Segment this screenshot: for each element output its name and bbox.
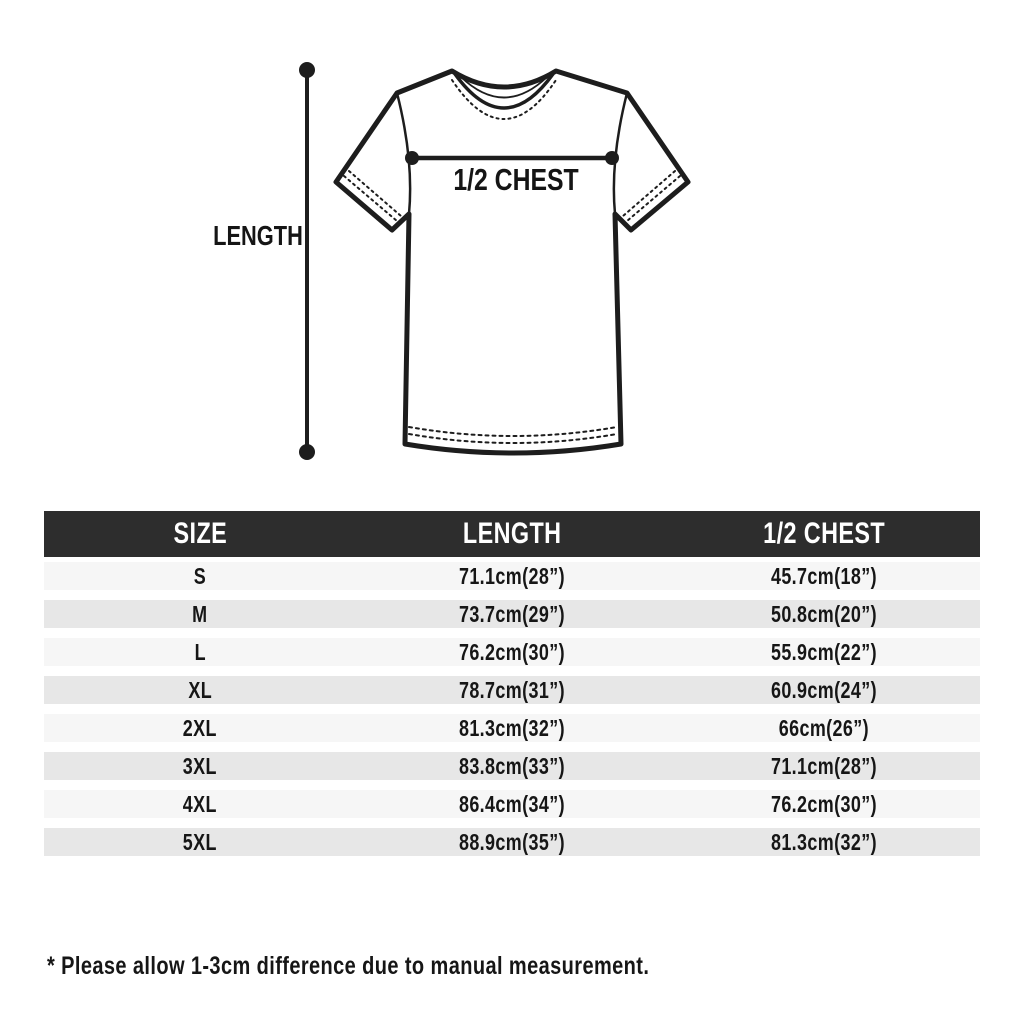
length-measure-dot-top [299,62,315,78]
cell-half-chest: 60.9cm(24”) [668,671,980,709]
table-row-5xl [44,823,980,861]
cell-half-chest: 81.3cm(32”) [668,823,980,861]
table-row-3xl [44,747,980,785]
cell-half-chest: 71.1cm(28”) [668,747,980,785]
length-label: LENGTH [213,220,303,252]
cell-size: 4XL [44,785,356,823]
cell-half-chest: 66cm(26”) [668,709,980,747]
header-length: LENGTH [356,511,668,557]
table-row-4xl [44,785,980,823]
cell-half-chest: 55.9cm(22”) [668,633,980,671]
cell-size: 5XL [44,823,356,861]
cell-half-chest: 50.8cm(20”) [668,595,980,633]
cell-size: M [44,595,356,633]
tshirt-measurement-diagram [0,0,1024,500]
cell-length: 76.2cm(30”) [356,633,668,671]
table-row-m [44,595,980,633]
header-size: SIZE [44,511,356,557]
tshirt-outline [336,71,688,453]
cell-size: 2XL [44,709,356,747]
length-measure-dot-bottom [299,444,315,460]
cell-size: XL [44,671,356,709]
chest-measure-dot-left [405,151,419,165]
chest-measure-dot-right [605,151,619,165]
table-row-2xl [44,709,980,747]
table-row-l [44,633,980,671]
table-row-s [44,557,980,595]
half-chest-label: 1/2 CHEST [453,162,579,197]
cell-length: 81.3cm(32”) [356,709,668,747]
size-table-header [44,511,980,557]
table-row-xl [44,671,980,709]
cell-half-chest: 45.7cm(18”) [668,557,980,595]
header-half-chest: 1/2 CHEST [668,511,980,557]
cell-length: 73.7cm(29”) [356,595,668,633]
cell-size: L [44,633,356,671]
size-table [44,511,980,861]
measurement-disclaimer: * Please allow 1-3cm difference due to manual measurement. [47,952,650,980]
cell-half-chest: 76.2cm(30”) [668,785,980,823]
cell-length: 83.8cm(33”) [356,747,668,785]
cell-length: 86.4cm(34”) [356,785,668,823]
cell-size: S [44,557,356,595]
cell-length: 78.7cm(31”) [356,671,668,709]
cell-size: 3XL [44,747,356,785]
cell-length: 88.9cm(35”) [356,823,668,861]
cell-length: 71.1cm(28”) [356,557,668,595]
header-row [44,511,980,557]
